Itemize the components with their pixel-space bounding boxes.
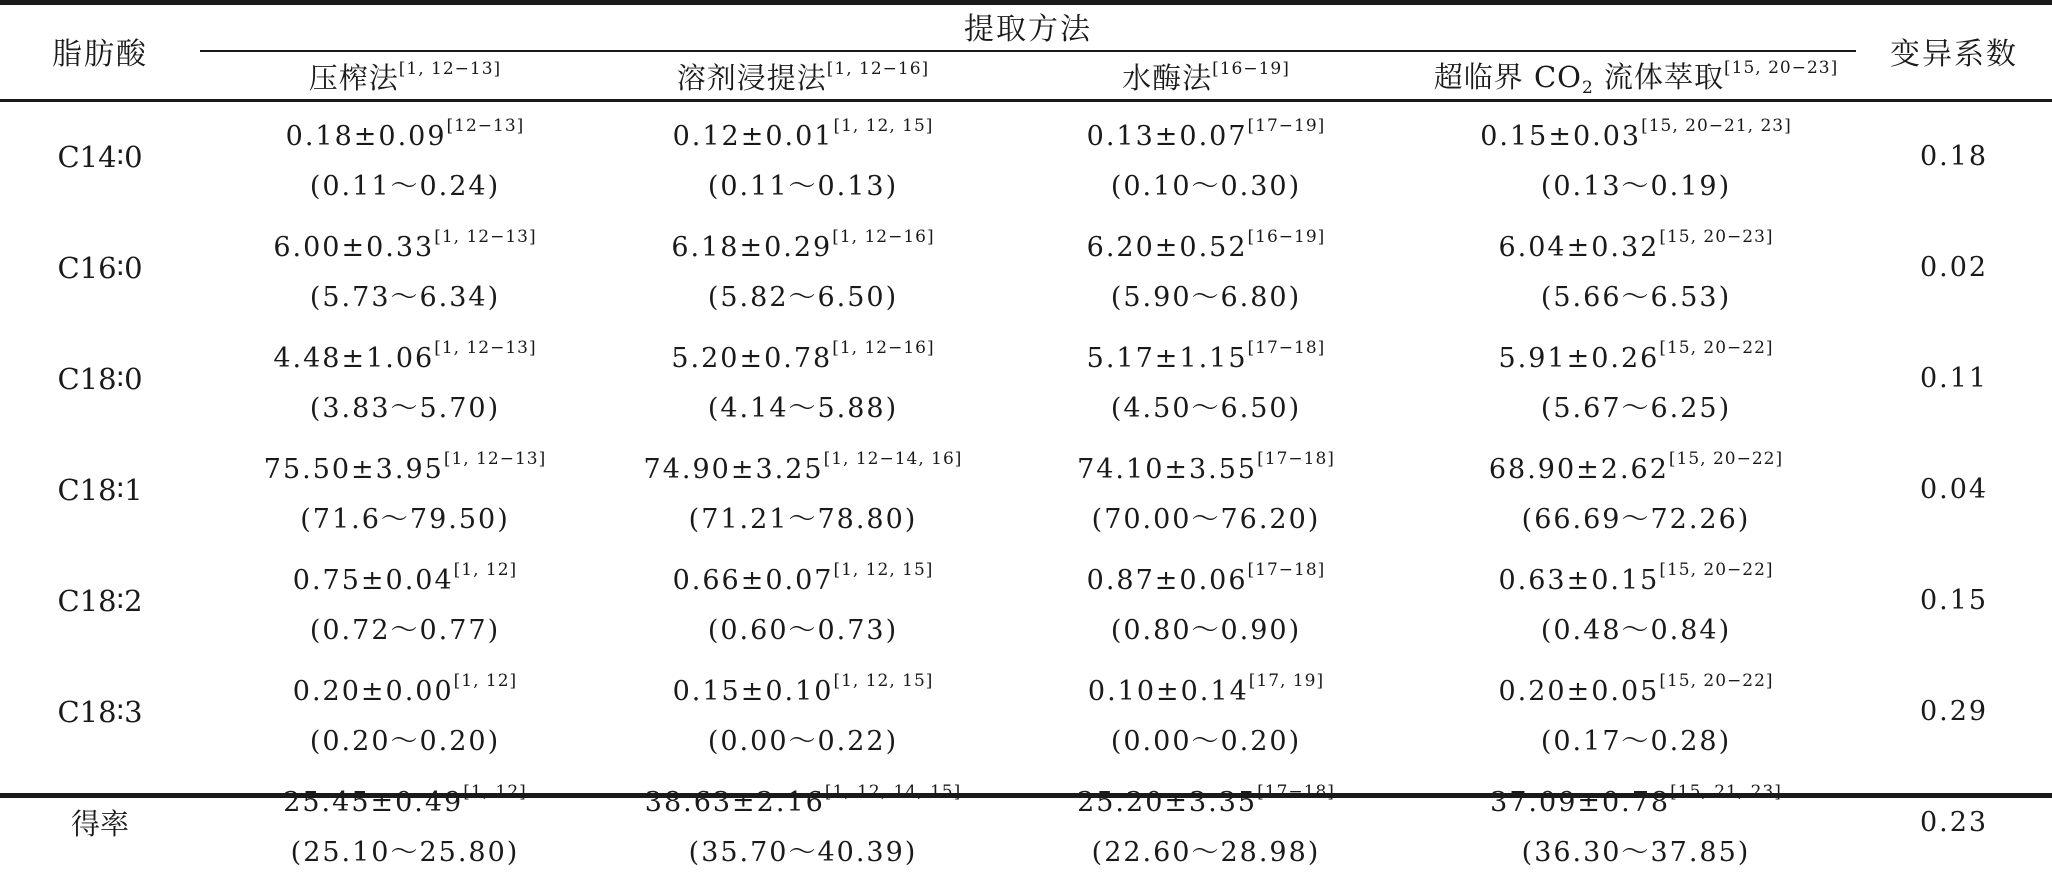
- mean-sd-value: 0.10±0.14: [1087, 676, 1249, 707]
- reference-citation: [1, 12−13]: [434, 227, 537, 247]
- range-value: (66.69～72.26): [1521, 504, 1751, 535]
- reference-citation: [1, 12, 15]: [833, 560, 934, 580]
- mean-line: [996, 545, 1416, 606]
- mean-sd-value: 0.15±0.03: [1480, 121, 1642, 152]
- method-ref: [1, 12−13]: [398, 59, 502, 79]
- value-cell: [1416, 545, 1856, 656]
- mean-line: [1416, 434, 1856, 495]
- value-cell: [996, 656, 1416, 767]
- mean-line: [996, 434, 1416, 495]
- range-value: (0.20～0.20): [309, 726, 501, 757]
- reference-citation: [12−13]: [446, 116, 525, 136]
- range-value: (5.67～6.25): [1540, 393, 1732, 424]
- range-value: (71.6～79.50): [300, 504, 510, 535]
- value-cell: [1416, 656, 1856, 767]
- range-value: (0.11～0.24): [309, 171, 501, 202]
- mean-line: [610, 101, 996, 162]
- mean-sd-value: 6.00±0.33: [273, 232, 435, 263]
- mean-line: [1416, 212, 1856, 273]
- method-name: 压榨法: [308, 61, 399, 95]
- method-header: [200, 52, 610, 101]
- range-value: (0.13～0.19): [1540, 171, 1732, 202]
- mean-line: [200, 212, 610, 273]
- mean-sd-value: 0.13±0.07: [1086, 121, 1248, 152]
- range-value: (4.14～5.88): [707, 393, 899, 424]
- value-cell: [200, 101, 610, 212]
- range-value: (35.70～40.39): [688, 837, 918, 868]
- mean-line: [610, 323, 996, 384]
- mean-line: [1416, 545, 1856, 606]
- range-value: (5.66～6.53): [1540, 282, 1732, 313]
- value-cell: [1416, 212, 1856, 323]
- reference-citation: [17−18]: [1257, 782, 1335, 802]
- value-cell: [610, 767, 996, 878]
- cv-value: 0.18: [1919, 141, 1989, 172]
- value-cell: [996, 323, 1416, 434]
- range-value: (36.30～37.85): [1521, 837, 1751, 868]
- mean-line: [996, 323, 1416, 384]
- range-value: (22.60～28.98): [1091, 837, 1321, 868]
- reference-citation: [15, 20−22]: [1659, 338, 1774, 358]
- method-ref: [16−19]: [1212, 59, 1290, 79]
- cv-header: 变异系数: [1890, 36, 2018, 72]
- range-value: (0.00～0.20): [1110, 726, 1302, 757]
- value-cell: [200, 323, 610, 434]
- value-cell: [610, 545, 996, 656]
- reference-citation: [1, 12]: [463, 782, 527, 802]
- value-cell: [610, 656, 996, 767]
- mean-sd-value: 0.63±0.15: [1498, 565, 1660, 596]
- table-row: [0, 434, 2052, 545]
- mean-line: [610, 656, 996, 717]
- cv-value: 0.02: [1919, 252, 1989, 283]
- table-body: [0, 101, 2052, 878]
- value-cell: [200, 767, 610, 878]
- mean-line: [1416, 101, 1856, 162]
- row-label: C18∶3: [57, 694, 143, 729]
- mean-line: [610, 545, 996, 606]
- row-label: C18∶0: [57, 361, 143, 396]
- table-row: [0, 323, 2052, 434]
- mean-line: [200, 545, 610, 606]
- method-name: 溶剂浸提法: [676, 61, 827, 95]
- mean-line: [200, 656, 610, 717]
- reference-citation: [17−18]: [1257, 449, 1335, 469]
- mean-sd-value: 6.18±0.29: [671, 232, 833, 263]
- range-value: (0.60～0.73): [707, 615, 899, 646]
- value-cell: [1416, 323, 1856, 434]
- mean-sd-value: 6.04±0.32: [1498, 232, 1660, 263]
- mean-sd-value: 5.20±0.78: [671, 343, 833, 374]
- mean-line: [996, 101, 1416, 162]
- reference-citation: [15, 20−23]: [1659, 227, 1774, 247]
- value-cell: [996, 101, 1416, 212]
- value-cell: [996, 545, 1416, 656]
- range-value: (4.50～6.50): [1110, 393, 1302, 424]
- range-value: (70.00～76.20): [1091, 504, 1321, 535]
- mean-sd-value: 0.20±0.05: [1498, 676, 1660, 707]
- value-cell: [610, 101, 996, 212]
- table-row: [0, 767, 2052, 878]
- mean-line: [996, 767, 1416, 828]
- cv-value: 0.15: [1919, 585, 1989, 616]
- value-cell: [1416, 767, 1856, 878]
- reference-citation: [15, 21, 23]: [1670, 782, 1782, 802]
- range-value: (5.90～6.80): [1110, 282, 1302, 313]
- range-value: (5.82～6.50): [707, 282, 899, 313]
- table-header: [0, 0, 2052, 101]
- reference-citation: [16−19]: [1247, 227, 1326, 247]
- reference-citation: [1, 12]: [453, 560, 518, 580]
- mean-line: [1416, 323, 1856, 384]
- mean-line: [610, 434, 996, 495]
- cv-value: 0.04: [1919, 474, 1989, 505]
- reference-citation: [1, 12]: [453, 671, 518, 691]
- reference-citation: [1, 12, 14, 15]: [824, 782, 962, 802]
- method-ref: [1, 12−16]: [826, 59, 930, 79]
- mean-sd-value: 25.20±3.35: [1077, 787, 1258, 818]
- range-value: (0.10～0.30): [1110, 171, 1302, 202]
- value-cell: [996, 434, 1416, 545]
- range-value: (0.11～0.13): [707, 171, 899, 202]
- row-label: C14∶0: [57, 139, 143, 174]
- mean-sd-value: 0.75±0.04: [292, 565, 454, 596]
- mean-sd-value: 6.20±0.52: [1086, 232, 1248, 263]
- value-cell: [1416, 434, 1856, 545]
- mean-sd-value: 4.48±1.06: [273, 343, 435, 374]
- range-value: (0.48～0.84): [1540, 615, 1732, 646]
- mean-line: [996, 212, 1416, 273]
- method-header: [1416, 52, 1856, 101]
- mean-sd-value: 0.18±0.09: [285, 121, 447, 152]
- mean-sd-value: 75.50±3.95: [263, 454, 444, 485]
- mean-sd-value: 0.20±0.00: [292, 676, 454, 707]
- method-name-subscript: 2: [1581, 78, 1594, 98]
- row-label: C18∶2: [57, 583, 143, 618]
- mean-sd-value: 0.66±0.07: [672, 565, 834, 596]
- mean-sd-value: 74.90±3.25: [643, 454, 824, 485]
- range-value: (0.72～0.77): [309, 615, 501, 646]
- reference-citation: [15, 20−22]: [1659, 671, 1774, 691]
- range-value: (0.17～0.28): [1540, 726, 1732, 757]
- mean-line: [610, 212, 996, 273]
- mean-sd-value: 68.90±2.62: [1488, 454, 1669, 485]
- reference-citation: [1, 12−14, 16]: [823, 449, 963, 469]
- method-name-suffix: 流体萃取: [1593, 60, 1724, 94]
- mean-line: [1416, 656, 1856, 717]
- value-cell: [200, 545, 610, 656]
- range-value: (71.21～78.80): [688, 504, 918, 535]
- reference-citation: [15, 20−22]: [1659, 560, 1774, 580]
- mean-sd-value: 74.10±3.55: [1077, 454, 1258, 485]
- method-group-header: 提取方法: [964, 12, 1092, 47]
- mean-line: [200, 323, 610, 384]
- cv-value: 0.11: [1919, 363, 1989, 394]
- table-row: [0, 101, 2052, 212]
- method-ref: [15, 20−23]: [1724, 58, 1839, 78]
- value-cell: [610, 212, 996, 323]
- reference-citation: [1, 12−13]: [443, 449, 547, 469]
- mean-line: [996, 656, 1416, 717]
- value-cell: [200, 212, 610, 323]
- table-row: [0, 212, 2052, 323]
- cv-value: 0.29: [1919, 696, 1989, 727]
- mean-sd-value: 37.09±0.78: [1490, 787, 1671, 818]
- reference-citation: [1, 12, 15]: [833, 671, 934, 691]
- reference-citation: [17−18]: [1247, 560, 1326, 580]
- reference-citation: [1, 12−13]: [434, 338, 537, 358]
- method-name: 水酶法: [1122, 61, 1213, 95]
- method-name: 超临界 CO: [1433, 60, 1582, 94]
- value-cell: [610, 434, 996, 545]
- value-cell: [610, 323, 996, 434]
- mean-sd-value: 25.45±0.49: [283, 787, 464, 818]
- value-cell: [200, 656, 610, 767]
- reference-citation: [15, 20−21, 23]: [1641, 116, 1792, 136]
- mean-line: [200, 101, 610, 162]
- value-cell: [996, 767, 1416, 878]
- range-value: (3.83～5.70): [309, 393, 501, 424]
- mean-sd-value: 0.12±0.01: [672, 121, 834, 152]
- method-header: [610, 52, 996, 101]
- reference-citation: [17−18]: [1247, 338, 1326, 358]
- cv-value: 0.23: [1919, 807, 1989, 838]
- reference-citation: [1, 12−16]: [832, 338, 935, 358]
- mean-sd-value: 5.17±1.15: [1086, 343, 1248, 374]
- mean-line: [200, 434, 610, 495]
- mean-sd-value: 0.87±0.06: [1086, 565, 1248, 596]
- value-cell: [1416, 101, 1856, 212]
- fatty-acid-header: 脂肪酸: [52, 36, 148, 72]
- range-value: (25.10～25.80): [290, 837, 520, 868]
- reference-citation: [17−19]: [1247, 116, 1326, 136]
- reference-citation: [1, 12, 15]: [833, 116, 934, 136]
- table-row: [0, 656, 2052, 767]
- value-cell: [996, 212, 1416, 323]
- range-value: (5.73～6.34): [309, 282, 501, 313]
- reference-citation: [15, 20−22]: [1668, 449, 1784, 469]
- mean-sd-value: 0.15±0.10: [672, 676, 834, 707]
- mean-line: [610, 767, 996, 828]
- reference-citation: [1, 12−16]: [832, 227, 935, 247]
- mean-line: [1416, 767, 1856, 828]
- row-label: 得率: [70, 807, 129, 841]
- mean-line: [200, 767, 610, 828]
- table-row: [0, 545, 2052, 656]
- range-value: (0.80～0.90): [1110, 615, 1302, 646]
- value-cell: [200, 434, 610, 545]
- mean-sd-value: 38.63±2.16: [644, 787, 825, 818]
- row-label: C18∶1: [57, 472, 143, 507]
- mean-sd-value: 5.91±0.26: [1498, 343, 1660, 374]
- method-header: [996, 52, 1416, 101]
- range-value: (0.00～0.22): [707, 726, 899, 757]
- reference-citation: [17, 19]: [1248, 671, 1325, 691]
- row-label: C16∶0: [57, 250, 143, 285]
